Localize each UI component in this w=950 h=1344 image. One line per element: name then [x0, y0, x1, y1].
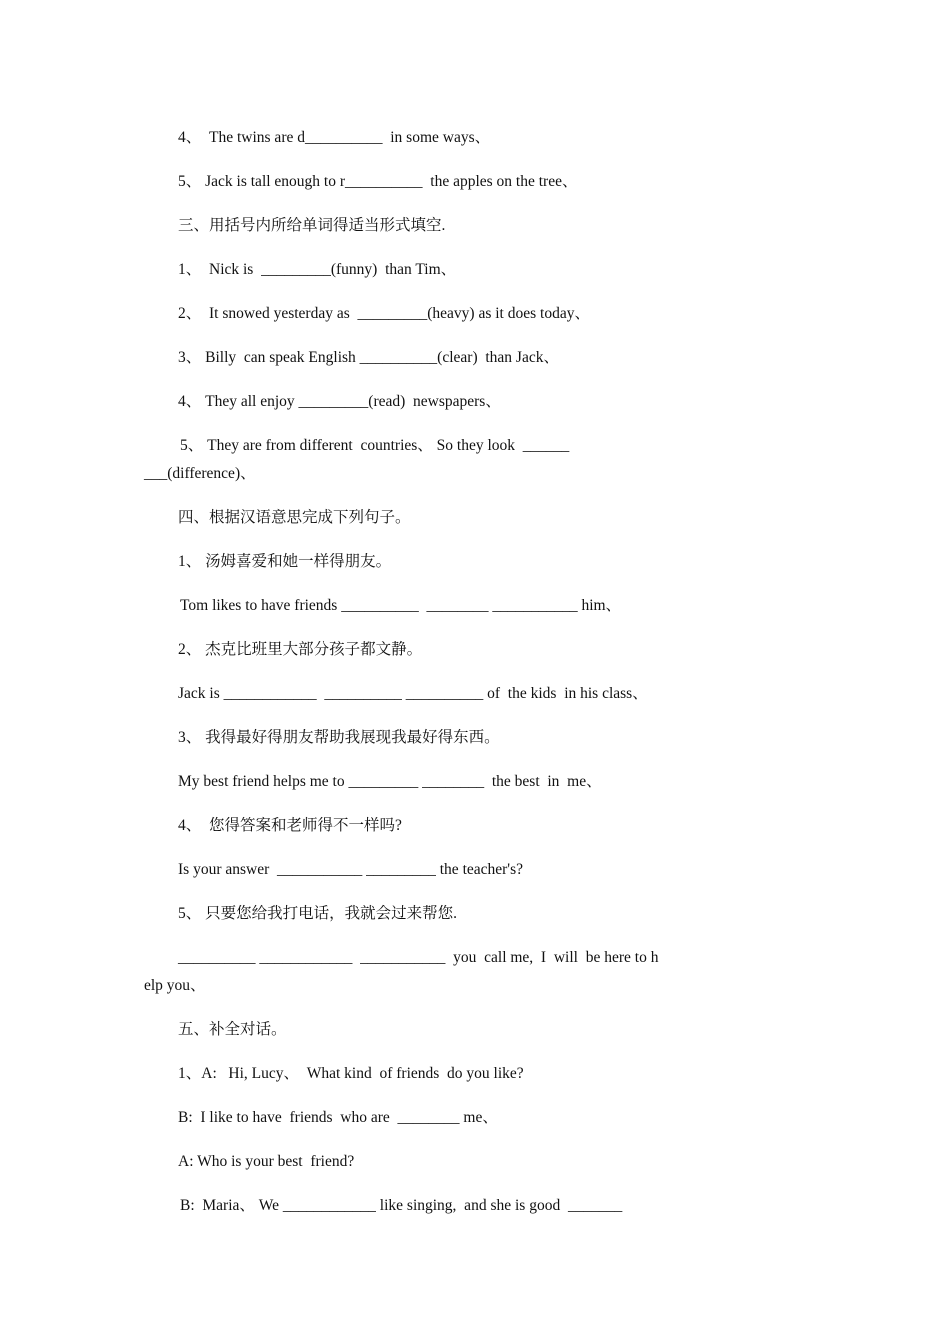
section-5-heading: 五、补全对话。: [178, 1021, 287, 1038]
section-4-heading: 四、根据汉语意思完成下列句子。: [178, 509, 411, 526]
exercise-4-item-5-english-cont: elp you、: [144, 977, 206, 994]
exercise-4-item-1-english: Tom likes to have friends __________ ________ ___________ him、: [180, 597, 622, 614]
exercise-2-item-5: 5、 Jack is tall enough to r__________ the apples on the tree、: [178, 173, 578, 190]
exercise-4-item-4-chinese: 4、 您得答案和老师得不一样吗?: [178, 817, 402, 834]
exercise-3-item-1: 1、 Nick is _________(funny) than Tim、: [178, 261, 457, 278]
exercise-2-item-4: 4、 The twins are d__________ in some ways、: [178, 129, 491, 146]
exercise-4-item-5-chinese: 5、 只要您给我打电话，我就会过来帮您.: [178, 905, 458, 922]
exercise-3-item-2: 2、 It snowed yesterday as _________(heavy) as it does today、: [178, 305, 590, 322]
exercise-3-item-5: 5、 They are from different countries、 So they look ______: [180, 437, 570, 454]
dialogue-1-line-a2: A: Who is your best friend?: [178, 1153, 355, 1170]
exercise-4-item-2-english: Jack is ____________ __________ __________ of the kids in his class、: [178, 685, 648, 702]
exercise-4-item-3-chinese: 3、 我得最好得朋友帮助我展现我最好得东西。: [178, 729, 500, 746]
exercise-4-item-3-english: My best friend helps me to _________ ________ the best in me、: [178, 773, 602, 790]
exercise-3-item-3: 3、 Billy can speak English __________(clear) than Jack、: [178, 349, 559, 366]
exercise-4-item-5-english: __________ ____________ ___________ you call me, I will be here to h: [178, 949, 659, 966]
dialogue-1-line-b2: B: Maria、 We ____________ like singing, and she is good _______: [180, 1197, 623, 1214]
section-3-heading: 三、用括号内所给单词得适当形式填空.: [178, 217, 446, 234]
dialogue-1-line-a1: 1、A: Hi, Lucy、 What kind of friends do you like?: [178, 1065, 524, 1082]
exercise-4-item-2-chinese: 2、 杰克比班里大部分孩子都文静。: [178, 641, 423, 658]
exercise-4-item-1-chinese: 1、 汤姆喜爱和她一样得朋友。: [178, 553, 392, 570]
exercise-3-item-5-cont: ___(difference)、: [144, 465, 256, 482]
dialogue-1-line-b1: B: I like to have friends who are ________ me、: [178, 1109, 498, 1126]
exercise-4-item-4-english: Is your answer ___________ _________ the teacher's?: [178, 861, 524, 878]
exercise-3-item-4: 4、 They all enjoy _________(read) newspapers、: [178, 393, 501, 410]
